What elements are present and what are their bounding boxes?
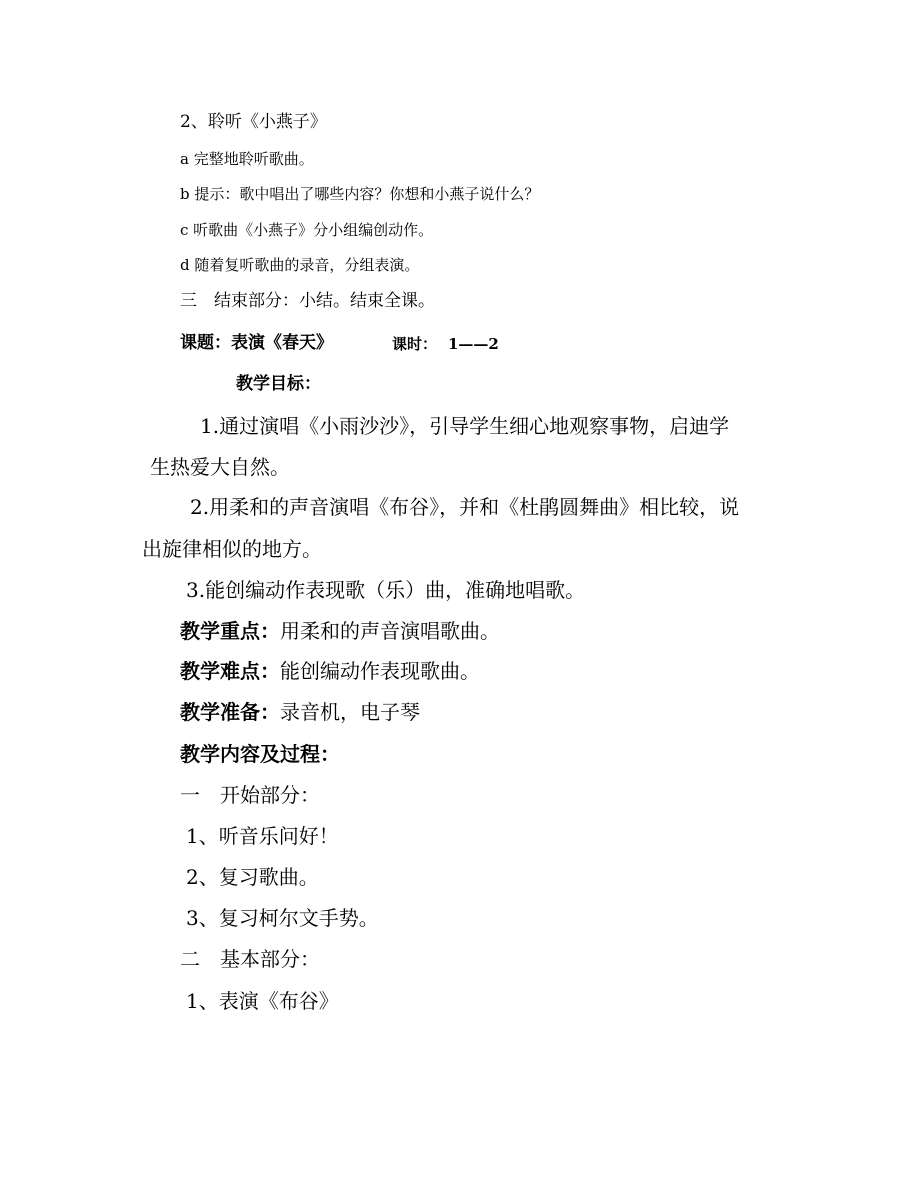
part-1-heading: 一 开始部分： [180,783,320,807]
objective-1-line-1: 1.通过演唱《小雨沙沙》，引导学生细心地观察事物，启迪学 [200,414,730,438]
difficulty [180,661,480,681]
objectives-heading: 教学目标： [236,374,321,394]
preparation-value: 录音机，电子琴 [280,700,420,724]
process-heading: 教学内容及过程： [180,742,340,766]
objective-3: 3.能创编动作表现歌（乐）曲，准确地唱歌。 [186,578,586,602]
lesson-title: 课题：表演《春天》 [180,333,333,353]
ending-section: 三 结束部分：小结。结束全课。 [180,291,435,311]
lesson-hours-label: 课时： [392,335,438,353]
key-point-label: 教学重点： [180,619,280,643]
listen-step-b: b 提示：歌中唱出了哪些内容？你想和小燕子说什么？ [180,185,540,203]
listen-step-c: c 听歌曲《小燕子》分小组编创动作。 [180,221,434,239]
preparation-label: 教学准备： [180,700,280,724]
difficulty-label: 教学难点： [180,659,280,683]
part-1-item-2: 2、复习歌曲。 [186,865,319,889]
part-1-item-1: 1、听音乐问好！ [186,824,339,848]
listen-section-title: 2、聆听《小燕子》 [180,112,327,132]
objective-2-line-1: 2.用柔和的声音演唱《布谷》，并和《杜鹃圆舞曲》相比较，说 [190,495,740,519]
key-point-value: 用柔和的声音演唱歌曲。 [280,619,500,643]
key-point [180,621,500,641]
part-2-item-1: 1、表演《布谷》 [186,989,339,1013]
objective-2-line-2: 出旋律相似的地方。 [142,537,322,561]
difficulty-value: 能创编动作表现歌曲。 [280,659,480,683]
part-1-item-3: 3、复习柯尔文手势。 [186,906,379,930]
listen-step-a: a 完整地聆听歌曲。 [180,150,314,168]
preparation [180,702,420,722]
part-2-heading: 二 基本部分： [180,947,320,971]
objective-1-line-2: 生热爱大自然。 [150,455,290,479]
lesson-hours-value: 1——2 [448,335,499,353]
listen-step-d: d 随着复听歌曲的录音，分组表演。 [180,256,420,274]
